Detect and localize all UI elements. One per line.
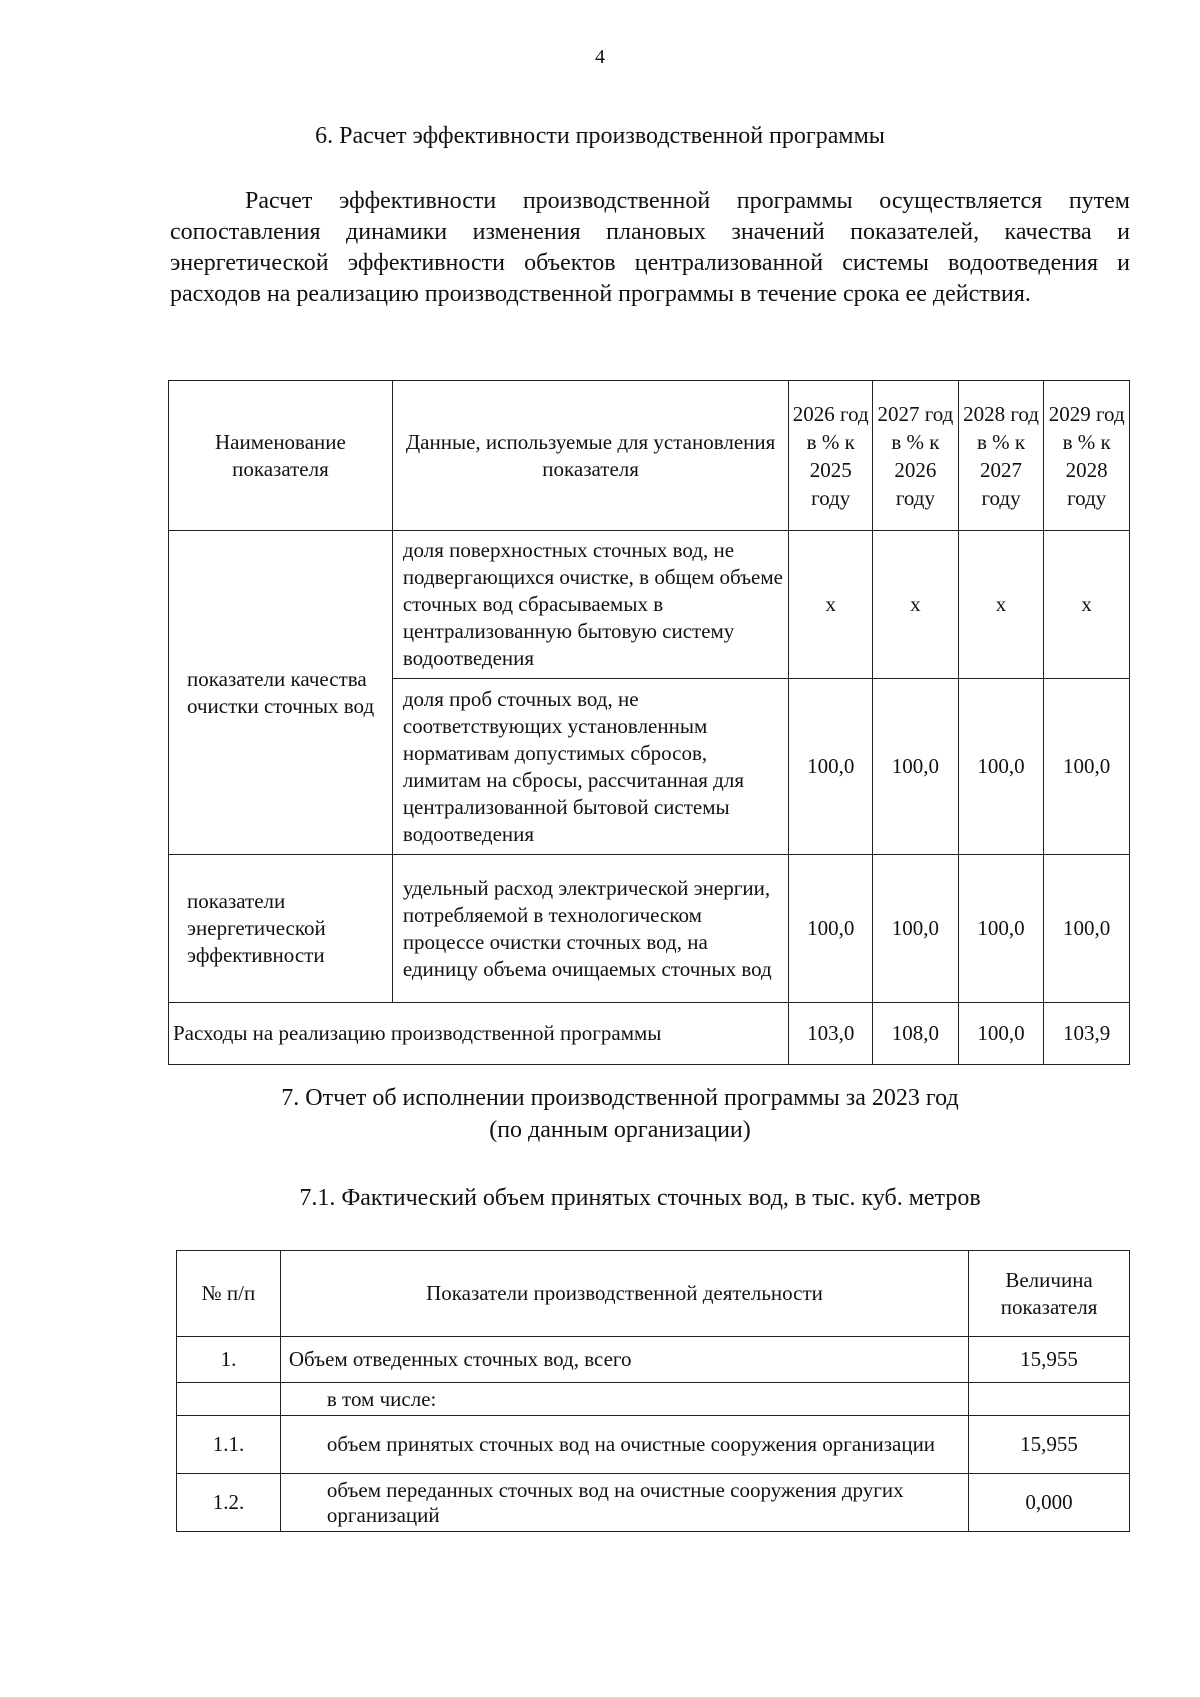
section-7-heading-line1: 7. Отчет об исполнении производственной программы за 2023 год [281,1085,959,1111]
table-row [177,1474,1130,1532]
section-6-paragraph [170,186,1130,310]
paragraph-text: Расчет эффективности производственной программы осуществляется путем сопоставления динамики изменения плановых значений показателей, качества и энергетической эффективности объектов централизованной системы водоотведения и расходов на реализацию производственной программы в течение срока ее действия. [170,188,1130,307]
row-value: x [789,531,873,679]
header-data: Данные, используемые для установления показателя [392,381,789,531]
header-year-2029: 2029 год в % к 2028 году [1044,381,1130,531]
row-value: 100,0 [789,679,873,855]
row-value: 0,000 [969,1474,1130,1532]
row-desc: доля проб сточных вод, не соответствующих установленным нормативам допустимых сбросов, лимитам на сбросы, рассчитанная для централизованной бытовой системы водоотведения [392,679,789,855]
table-row [169,531,1130,679]
section-7-heading [220,1082,1020,1146]
table-header-row [177,1251,1130,1337]
table-row [177,1337,1130,1383]
expenses-label: Расходы на реализацию производственной программы [169,1003,789,1065]
row-value: 100,0 [958,855,1044,1003]
header-num: № п/п [177,1251,281,1337]
row-value: 100,0 [873,855,959,1003]
table-row [177,1383,1130,1416]
row-value: 15,955 [969,1337,1130,1383]
section-6-heading: 6. Расчет эффективности производственной программы [315,123,885,149]
row-num: 1.2. [177,1474,281,1532]
group-energy-name: показатели энергетической эффективности [169,855,393,1003]
row-value: x [873,531,959,679]
row-value: 15,955 [969,1416,1130,1474]
row-value: 100,0 [873,679,959,855]
row-desc: удельный расход электрической энергии, потребляемой в технологическом процессе очистки сточных вод, на единицу объема очищаемых сточных вод [392,855,789,1003]
table-row [177,1416,1130,1474]
table-row [169,1003,1130,1065]
header-year-2026: 2026 год в % к 2025 году [789,381,873,531]
row-value: 100,0 [1044,679,1130,855]
header-year-2027: 2027 год в % к 2026 году [873,381,959,531]
row-value: 108,0 [873,1003,959,1065]
row-text: Объем отведенных сточных вод, всего [280,1337,968,1383]
header-year-2028: 2028 год в % к 2027 году [958,381,1044,531]
header-name: Наименование показателя [169,381,393,531]
row-num: 1. [177,1337,281,1383]
table-row [169,855,1130,1003]
group-quality-name: показатели качества очистки сточных вод [169,531,393,855]
row-text: объем переданных сточных вод на очистные сооружения других организаций [280,1474,968,1532]
volume-table [176,1250,1130,1532]
row-value: 103,9 [1044,1003,1130,1065]
row-value: 100,0 [789,855,873,1003]
row-value: 100,0 [958,679,1044,855]
section-7-heading-line2: (по данным организации) [489,1117,751,1143]
row-desc: доля поверхностных сточных вод, не подвергающихся очистке, в общем объеме сточных вод сбрасываемых в централизованную бытовую систему водоотведения [392,531,789,679]
page-number: 4 [595,46,605,68]
row-text: в том числе: [280,1383,968,1416]
row-num [177,1383,281,1416]
row-value [969,1383,1130,1416]
row-value: x [1044,531,1130,679]
efficiency-table [168,380,1130,1065]
table-header-row [169,381,1130,531]
section-7-1-heading: 7.1. Фактический объем принятых сточных вод, в тыс. куб. метров [299,1185,981,1211]
header-value: Величина показателя [969,1251,1130,1337]
row-value: 100,0 [958,1003,1044,1065]
row-num: 1.1. [177,1416,281,1474]
header-indicator: Показатели производственной деятельности [280,1251,968,1337]
row-value: 103,0 [789,1003,873,1065]
row-value: x [958,531,1044,679]
row-text: объем принятых сточных вод на очистные сооружения организации [280,1416,968,1474]
row-value: 100,0 [1044,855,1130,1003]
